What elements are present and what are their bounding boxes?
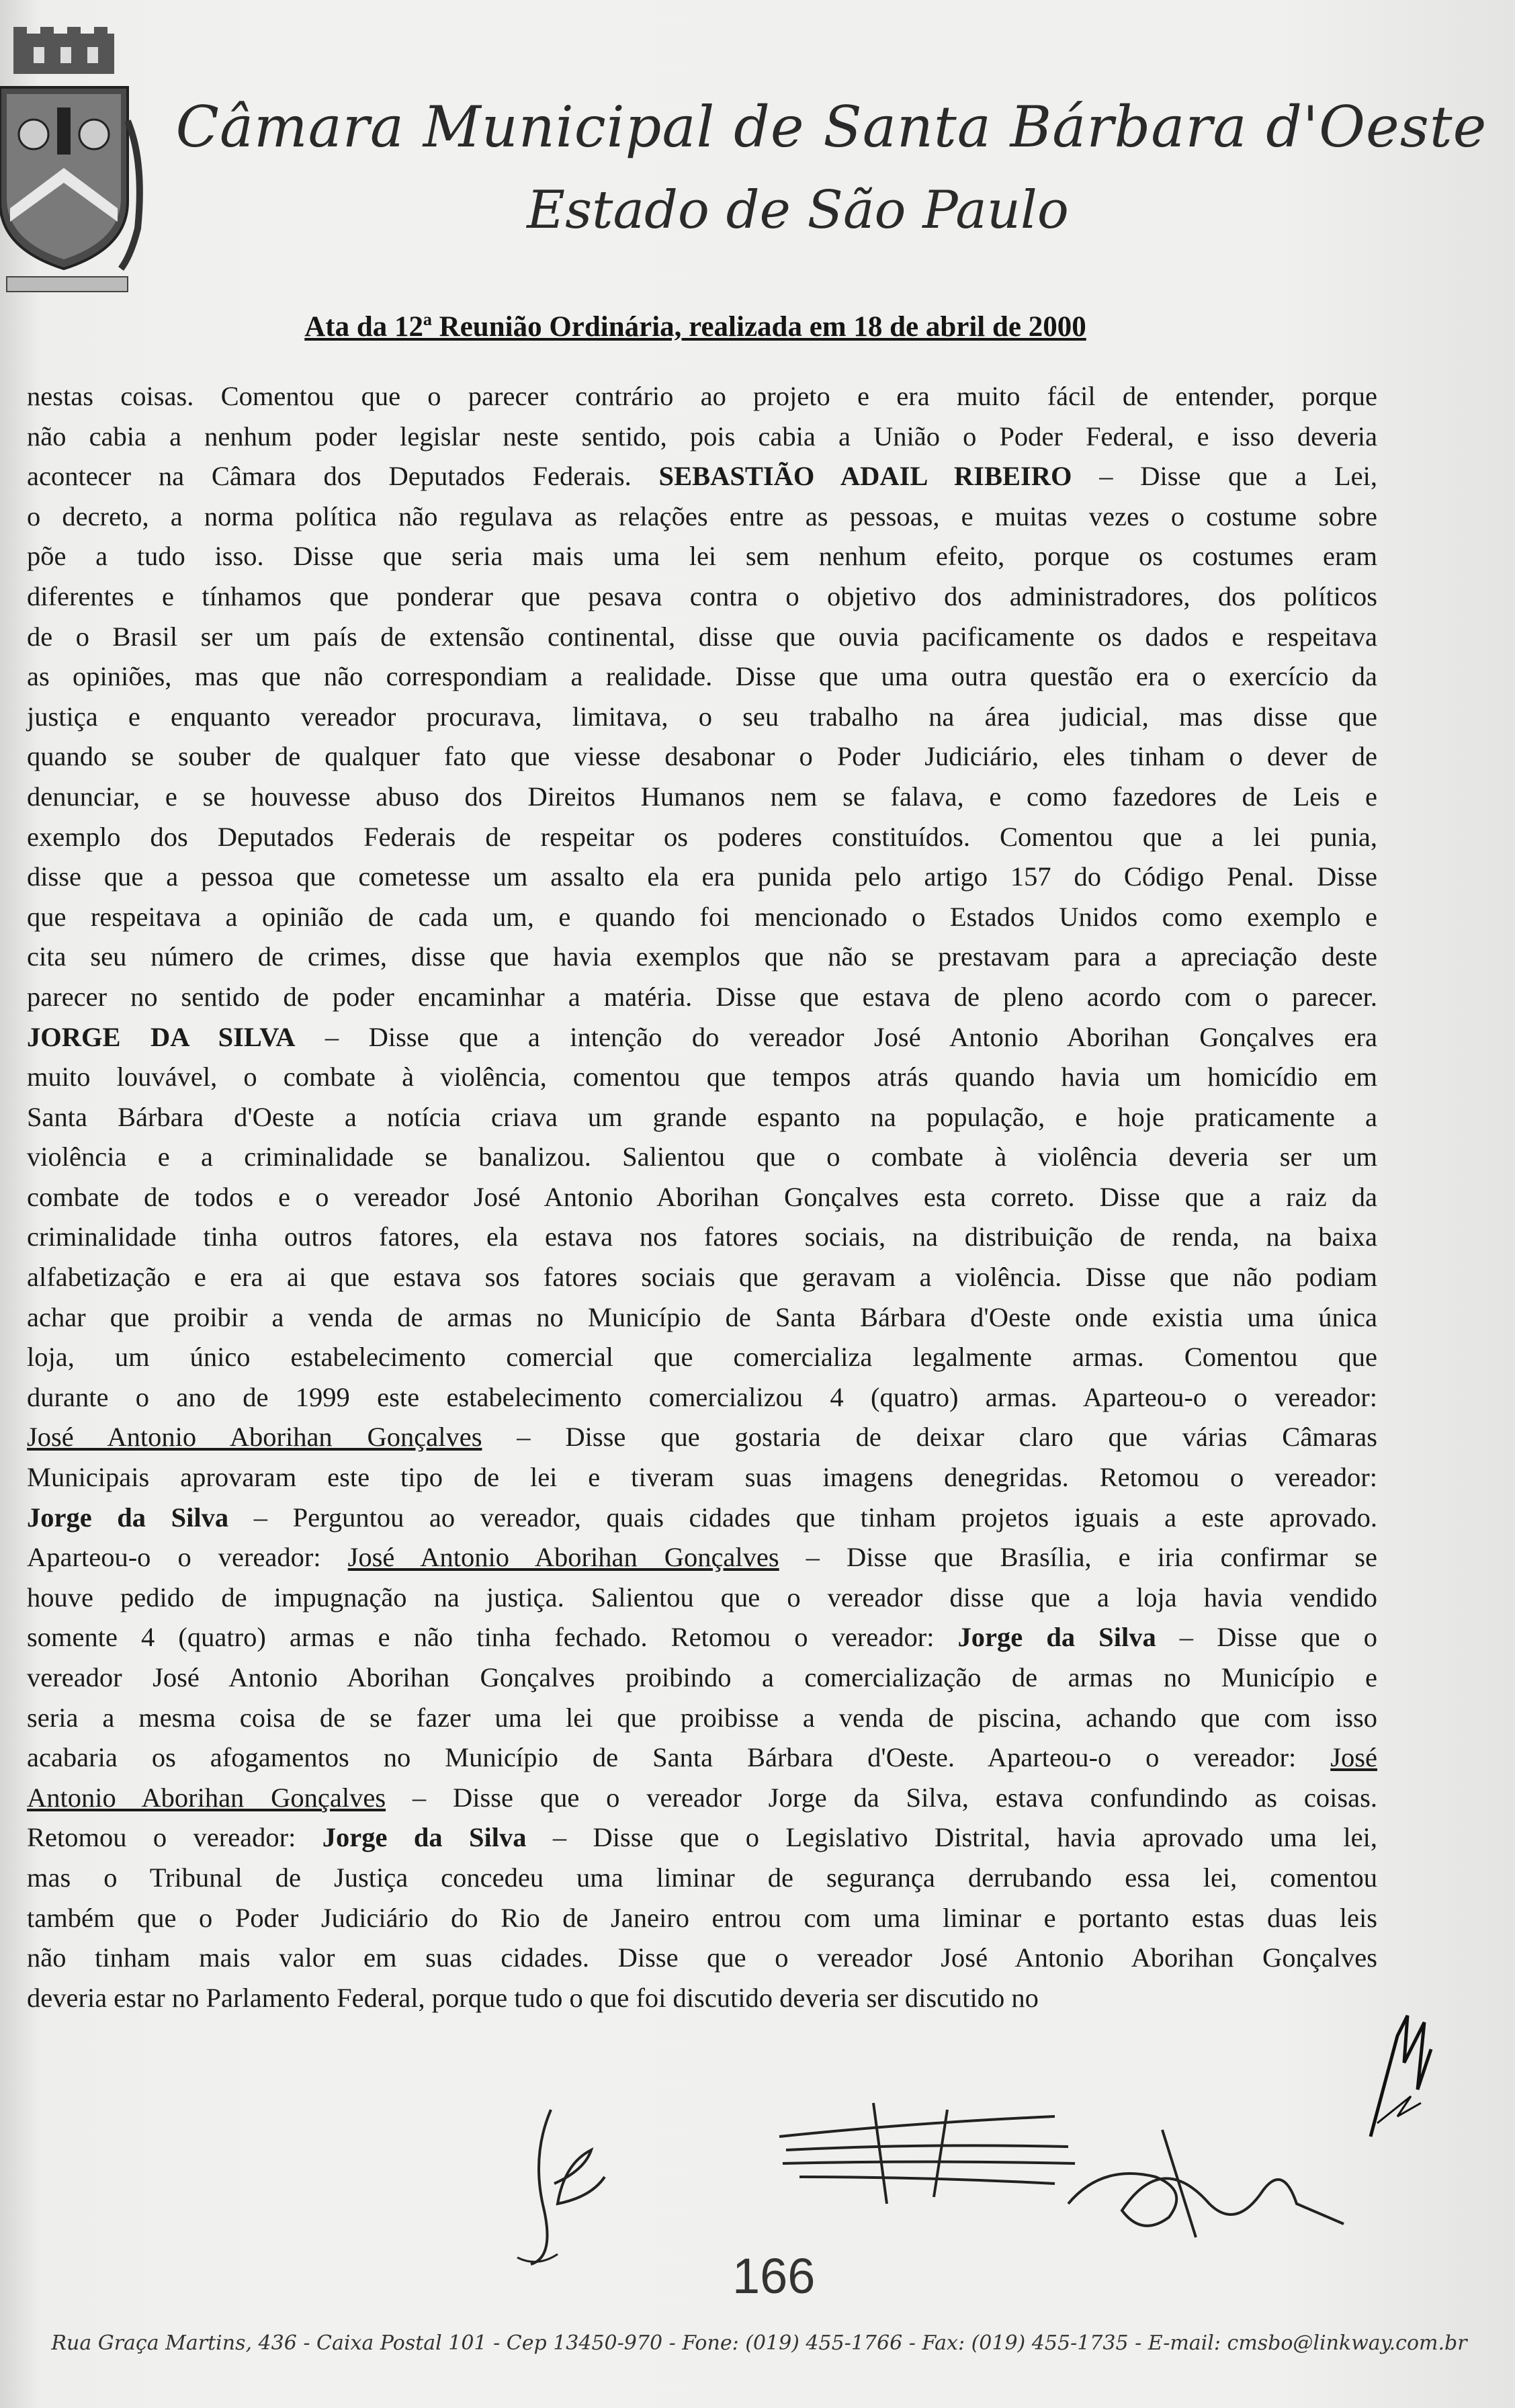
text-line	[27, 736, 1377, 777]
text-line	[27, 1137, 1377, 1177]
speaker-name: JORGE DA SILVA	[27, 1021, 296, 1052]
text-segment: Municipais aprovaram este tipo de lei e tiveram suas imagens denegridas. Retomou o vereador:	[27, 1462, 1377, 1493]
text-line	[27, 817, 1377, 857]
text-segment: disse que a pessoa que cometesse um assalto ela era punida pelo artigo 157 do Código Penal. Disse	[27, 861, 1377, 892]
text-line	[27, 1097, 1377, 1137]
text-line	[27, 1217, 1377, 1257]
minutes-body	[27, 376, 1377, 2018]
text-line	[27, 1978, 1377, 2018]
text-segment: parecer no sentido de poder encaminhar a matéria. Disse que estava de pleno acordo com o parecer.	[27, 981, 1377, 1012]
text-line	[27, 456, 1377, 497]
text-segment: cita seu número de crimes, disse que havia exemplos que não se prestavam para a apreciação deste	[27, 941, 1377, 972]
text-segment: alfabetização e era ai que estava sos fatores sociais que geravam a violência. Disse que não podiam	[27, 1262, 1377, 1293]
text-line	[27, 897, 1377, 937]
text-line	[27, 937, 1377, 977]
text-segment: exemplo dos Deputados Federais de respeitar os poderes constituídos. Comentou que a lei punia,	[27, 821, 1377, 852]
text-segment: – Disse que gostaria de deixar claro que várias Câmaras	[482, 1422, 1377, 1453]
text-segment: mas o Tribunal de Justiça concedeu uma liminar de segurança derrubando essa lei, comentou	[27, 1862, 1377, 1893]
text-line	[27, 1297, 1377, 1338]
text-line	[27, 1498, 1377, 1538]
text-segment: que respeitava a opinião de cada um, e quando foi mencionado o Estados Unidos como exemplo e	[27, 901, 1377, 932]
footer-address: Rua Graça Martins, 436 - Caixa Postal 101 - Cep 13450-970 - Fone: (019) 455-1766 - Fax: (019) 455-1735 - E-mail: cmsbo@linkway.com.br	[51, 2331, 1467, 2355]
text-segment: vereador José Antonio Aborihan Gonçalves proibindo a comercialização de armas no Município e	[27, 1662, 1377, 1692]
municipal-coat-of-arms-icon	[0, 27, 148, 296]
speaker-name-underlined: José Antonio Aborihan Gonçalves	[27, 1422, 482, 1453]
text-segment: acabaria os afogamentos no Município de Santa Bárbara d'Oeste. Aparteou-o o vereador:	[27, 1742, 1331, 1773]
speaker-name: Jorge da Silva	[322, 1822, 527, 1853]
text-segment: – Disse que a Lei,	[1072, 461, 1377, 492]
text-line	[27, 1257, 1377, 1297]
text-segment: acontecer na Câmara dos Deputados Federais.	[27, 461, 659, 492]
text-segment: quando se souber de qualquer fato que viesse desabonar o Poder Judiciário, eles tinham o dever de	[27, 741, 1377, 772]
text-line	[27, 1417, 1377, 1457]
header-state-name: Estado de São Paulo	[527, 180, 1069, 241]
speaker-name-underlined: José	[1330, 1742, 1377, 1773]
text-segment: Aparteou-o o vereador:	[27, 1542, 348, 1573]
signature-2-icon	[490, 2103, 665, 2271]
text-segment: também que o Poder Judiciário do Rio de Janeiro entrou com uma liminar e portanto estas duas leis	[27, 1902, 1377, 1933]
text-segment: de o Brasil ser um país de extensão continental, disse que ouvia pacificamente os dados e respeitava	[27, 621, 1377, 652]
text-segment: – Disse que o	[1156, 1622, 1377, 1653]
text-line	[27, 777, 1377, 817]
text-line	[27, 857, 1377, 897]
text-line	[27, 1898, 1377, 1938]
speaker-name: Jorge da Silva	[27, 1502, 229, 1533]
text-segment: – Disse que Brasília, e iria confirmar se	[779, 1542, 1377, 1573]
text-line	[27, 1057, 1377, 1097]
text-line	[27, 977, 1377, 1017]
text-segment: violência e a criminalidade se banalizou. Salientou que o combate à violência deveria ser um	[27, 1142, 1377, 1172]
text-line	[27, 1578, 1377, 1618]
text-line	[27, 1817, 1377, 1858]
header-chamber-name: Câmara Municipal de Santa Bárbara d'Oeste	[175, 94, 1487, 160]
text-segment: combate de todos e o vereador José Antonio Aborihan Gonçalves esta correto. Disse que a raiz da	[27, 1181, 1377, 1212]
text-segment: diferentes e tínhamos que ponderar que pesava contra o objetivo dos administradores, dos políticos	[27, 580, 1377, 611]
text-line	[27, 1698, 1377, 1738]
text-segment: Retomou o vereador:	[27, 1822, 322, 1853]
text-line	[27, 376, 1377, 417]
text-segment: durante o ano de 1999 este estabelecimento comercializou 4 (quatro) armas. Aparteou-o o vereador:	[27, 1381, 1377, 1412]
text-segment: achar que proibir a venda de armas no Município de Santa Bárbara d'Oeste onde existia uma única	[27, 1301, 1377, 1332]
signature-1-icon	[1357, 2009, 1438, 2143]
text-line	[27, 1617, 1377, 1658]
text-segment: – Disse que o Legislativo Distrital, havia aprovado uma lei,	[526, 1822, 1377, 1853]
speaker-name-underlined: Antonio Aborihan Gonçalves	[27, 1782, 386, 1813]
text-line	[27, 417, 1377, 457]
text-segment: justiça e enquanto vereador procurava, limitava, o seu trabalho na área judicial, mas disse que	[27, 701, 1377, 732]
text-line	[27, 697, 1377, 737]
text-segment: – Disse que o vereador Jorge da Silva, estava confundindo as coisas.	[386, 1782, 1377, 1813]
text-segment: deveria estar no Parlamento Federal, porque tudo o que foi discutido deveria ser discutido no	[27, 1982, 1039, 2013]
signature-4-icon	[1062, 2123, 1350, 2244]
text-segment: muito louvável, o combate à violência, comentou que tempos atrás quando havia um homicídio em	[27, 1062, 1377, 1092]
text-line	[27, 1858, 1377, 1898]
text-segment: seria a mesma coisa de se fazer uma lei que proibisse a venda de piscina, achando que com isso	[27, 1702, 1377, 1733]
speaker-name: Jorge da Silva	[957, 1622, 1156, 1653]
text-line	[27, 576, 1377, 617]
text-line	[27, 1457, 1377, 1498]
text-line	[27, 617, 1377, 657]
text-segment: loja, um único estabelecimento comercial que comercializa legalmente armas. Comentou que	[27, 1342, 1377, 1373]
text-line	[27, 1377, 1377, 1418]
text-segment: o decreto, a norma política não regulava as relações entre as pessoas, e muitas vezes o costume sobre	[27, 501, 1377, 531]
text-line	[27, 1177, 1377, 1217]
text-segment: denunciar, e se houvesse abuso dos Direitos Humanos nem se falava, e como fazedores de Leis e	[27, 781, 1377, 812]
page-number: 166	[732, 2248, 816, 2304]
text-line	[27, 536, 1377, 576]
text-segment: – Perguntou ao vereador, quais cidades que tinham projetos iguais a este aprovado.	[228, 1502, 1377, 1533]
text-segment: Santa Bárbara d'Oeste a notícia criava um grande espanto na população, e hoje praticamente a	[27, 1101, 1377, 1132]
text-line	[27, 656, 1377, 697]
text-segment: houve pedido de impugnação na justiça. Salientou que o vereador disse que a loja havia vendido	[27, 1582, 1377, 1612]
text-line	[27, 1737, 1377, 1778]
text-line	[27, 497, 1377, 537]
text-line	[27, 1658, 1377, 1698]
speaker-name-underlined: José Antonio Aborihan Gonçalves	[347, 1542, 779, 1573]
text-segment: as opiniões, mas que não correspondiam a realidade. Disse que uma outra questão era o exercício da	[27, 661, 1377, 692]
text-line	[27, 1017, 1377, 1058]
text-line	[27, 1778, 1377, 1818]
document-title: Ata da 12ª Reunião Ordinária, realizada em 18 de abril de 2000	[304, 311, 1086, 343]
text-segment: não tinham mais valor em suas cidades. Disse que o vereador José Antonio Aborihan Gonçalves	[27, 1942, 1377, 1973]
text-segment: somente 4 (quatro) armas e não tinha fechado. Retomou o vereador:	[27, 1622, 958, 1653]
speaker-name: SEBASTIÃO ADAIL RIBEIRO	[658, 461, 1072, 492]
text-segment: não cabia a nenhum poder legislar neste sentido, pois cabia a União o Poder Federal, e isso deveria	[27, 421, 1377, 452]
text-segment: põe a tudo isso. Disse que seria mais uma lei sem nenhum efeito, porque os costumes eram	[27, 541, 1377, 572]
text-segment: – Disse que a intenção do vereador José Antonio Aborihan Gonçalves era	[295, 1021, 1377, 1052]
text-line	[27, 1537, 1377, 1578]
text-segment: nestas coisas. Comentou que o parecer contrário ao projeto e era muito fácil de entender, porque	[27, 381, 1377, 411]
text-line	[27, 1938, 1377, 1978]
text-segment: criminalidade tinha outros fatores, ela estava nos fatores sociais, na distribuição de renda, na baixa	[27, 1221, 1377, 1252]
text-line	[27, 1337, 1377, 1377]
